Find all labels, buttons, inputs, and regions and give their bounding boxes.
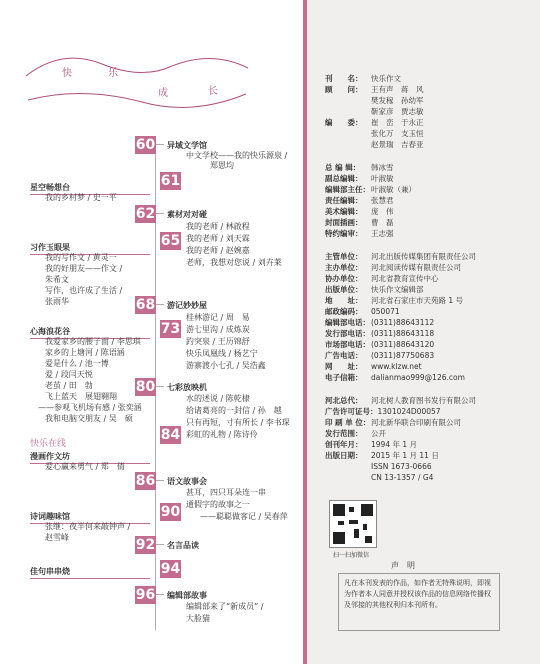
masthead-row: [325, 74, 401, 83]
row-label: 邮政编码：: [325, 307, 363, 316]
page-number: 86: [135, 473, 156, 489]
declaration-title: 声明: [391, 561, 423, 570]
page-number: 65: [160, 233, 181, 249]
article-entry: ——聪聪做客记 / 吴春萍: [200, 512, 288, 521]
row-value: 快乐作文: [371, 74, 401, 83]
page-number: 96: [135, 587, 156, 603]
left-section-title: [30, 566, 150, 579]
row-label: 编辑部主任：: [325, 185, 370, 194]
publisher-row: [325, 307, 400, 316]
timeline-tick: [156, 480, 164, 481]
printing-row: [325, 451, 439, 460]
staff-row: [325, 218, 394, 227]
masthead-char: 乐: [108, 68, 118, 79]
timeline-tick: [156, 544, 164, 545]
qr-caption: 扫一扫加微信: [333, 552, 370, 559]
article-entry: 张继：夜半何来敲钟声 /: [45, 522, 131, 531]
row-value: CN 13-1357 / G4: [371, 473, 434, 482]
printing-row: [325, 407, 441, 416]
left-section-label: 星空畅想台: [30, 183, 70, 192]
row-value: 崔 峦 于永正: [371, 118, 424, 127]
section-title: 语文故事会: [167, 477, 207, 486]
article-entry: 老师，我想对您说 / 刘卉莱: [186, 258, 282, 267]
page-number: 61: [160, 173, 181, 189]
timeline-tick: [156, 213, 164, 214]
printing-row: [325, 429, 386, 438]
printing-row: [325, 396, 476, 405]
row-value: 河北新华联合印刷有限公司: [371, 418, 461, 427]
article-entry: 我的老师 / 林啟程: [186, 222, 250, 231]
row-value: 叶淑敏（兼）: [371, 185, 416, 194]
masthead-char: 快: [62, 68, 72, 79]
section-title: 异域文学馆: [167, 141, 207, 150]
left-section-label: 诗词趣味馆: [30, 512, 70, 521]
row-value: 050071: [371, 307, 400, 316]
row-value: 韩冰雪: [371, 163, 394, 172]
row-label: 刊 名：: [325, 74, 363, 83]
article-entry: 大脸猫: [186, 614, 210, 623]
masthead-row: [325, 129, 424, 138]
article-entry: 写作，也许成了生活 /: [45, 286, 123, 295]
staff-row: [325, 229, 394, 238]
article-entry: 我的写作文 / 黄灵一: [45, 253, 117, 262]
row-value: (0311)87750683: [371, 351, 435, 360]
publisher-row: [325, 285, 424, 294]
page-number: 90: [160, 504, 181, 520]
article-entry: 爱心赢来勇气 / 郑 倩: [45, 462, 125, 471]
article-entry: 张雨华: [45, 297, 69, 306]
row-value: 王志强: [371, 229, 394, 238]
masthead-row: [325, 118, 424, 127]
row-value: 2015 年 1 月 11 日: [371, 451, 439, 460]
masthead-row: [325, 107, 424, 116]
row-value: 河北省石家庄市天苑路 1 号: [371, 296, 464, 305]
section-title: 名言品读: [167, 541, 199, 550]
article-entry: 爱 / 段闫天悦: [45, 370, 93, 379]
row-label: 副总编辑：: [325, 174, 363, 183]
staff-row: [325, 196, 394, 205]
left-section-label: 佳句串串烧: [30, 567, 70, 576]
row-value: ISSN 1673-0666: [371, 462, 432, 471]
row-value: dalianmao999@126.com: [371, 373, 465, 382]
article-entry: 趵突泉 / 王历锦舒: [186, 337, 250, 346]
publisher-row: [325, 274, 439, 283]
article-entry: 快乐凤凰线 / 杨艺宁: [186, 349, 258, 358]
row-value: (0311)88643118: [371, 329, 435, 338]
row-value: www.klzw.net: [371, 362, 422, 371]
page-number: 60: [135, 137, 156, 153]
article-entry: 家乡的上塘河 / 陈语涵: [45, 348, 125, 357]
row-label: 封面插画：: [325, 218, 363, 227]
article-entry: 朱希文: [45, 275, 69, 284]
publisher-row: [325, 373, 465, 382]
publisher-row: [325, 351, 434, 360]
row-label: 电子信箱：: [325, 373, 363, 382]
row-label: 顾 问：: [325, 85, 363, 94]
page-number: 84: [160, 427, 181, 443]
row-value: 王有声 蒋 风: [371, 85, 424, 94]
article-entry: 编辑部来了“新成员” /: [186, 602, 264, 611]
row-value: 1994 年 1 月: [371, 440, 418, 449]
page-number: 92: [135, 537, 156, 553]
masthead-row: [325, 96, 424, 105]
row-label: 出版日期：: [325, 451, 363, 460]
row-label: 美术编辑：: [325, 207, 363, 216]
row-label: 印 刷 单 位：: [325, 418, 371, 427]
row-label: 地 址：: [325, 296, 363, 305]
section-title: 编辑部故事: [167, 591, 207, 600]
timeline-tick: [156, 386, 164, 387]
publisher-row: [325, 318, 434, 327]
printing-row: [325, 462, 432, 471]
row-value: 快乐作文编辑部: [371, 285, 424, 294]
row-label: 河北总代：: [325, 396, 363, 405]
row-label: 创刊年月：: [325, 440, 363, 449]
staff-row: [325, 185, 416, 194]
publisher-row: [325, 296, 463, 305]
publisher-row: [325, 340, 434, 349]
timeline-tick: [156, 144, 164, 145]
article-entry: 我的好朋友——作文 /: [45, 264, 123, 273]
article-entry: 爱是什么 / 池一博: [45, 359, 109, 368]
page-number: 62: [135, 206, 156, 222]
printing-row: [325, 418, 461, 427]
article-entry: 我的老师 / 赵婉嘉: [186, 246, 250, 255]
row-label: 编辑部电话：: [325, 318, 370, 327]
row-label: 出版单位：: [325, 285, 363, 294]
article-entry: 桂林游记 / 周 易: [186, 313, 250, 322]
page-number: 73: [160, 321, 181, 337]
row-value: 靳家彦 贾志敏: [371, 107, 424, 116]
printing-row: [325, 473, 433, 482]
article-entry: 中文学校——我的快乐源泉 /: [186, 151, 288, 160]
staff-row: [325, 174, 394, 183]
pink-section-title: 快乐在线: [30, 439, 67, 449]
article-entry: 给诸葛亮的一封信 / 孙 越: [186, 406, 282, 415]
row-label: 协办单位：: [325, 274, 363, 283]
row-label: 责任编辑：: [325, 196, 363, 205]
article-entry: 郑恩均: [210, 161, 234, 170]
row-value: 樊发稼 孙幼军: [371, 96, 424, 105]
row-label: 主办单位：: [325, 263, 363, 272]
publisher-row: [325, 252, 476, 261]
row-label: 市场部电话：: [325, 340, 370, 349]
row-value: (0311)88643112: [371, 318, 435, 327]
article-entry: 彩虹的礼物 / 陈诗伶: [186, 430, 258, 439]
article-entry: 通假字的故事之一: [186, 500, 250, 509]
article-entry: 只有再短，寸有所长 / 李书琛: [186, 418, 290, 427]
row-value: (0311)88643120: [371, 340, 435, 349]
row-label: 发行范围：: [325, 429, 363, 438]
article-entry: 我爱家乡的腰子面 / 李思琪: [45, 337, 141, 346]
page-number: 68: [135, 297, 156, 313]
left-section-label: 心海浪花谷: [30, 327, 70, 336]
publisher-row: [325, 362, 422, 371]
article-entry: 水的述说 / 陈乾棣: [186, 394, 250, 403]
section-title: 游记妙妙屋: [167, 301, 207, 310]
row-value: 河北省教育宣传中心: [371, 274, 439, 283]
section-title: 素材对对碰: [167, 210, 207, 219]
qr-code: [329, 500, 377, 548]
timeline-tick: [156, 304, 164, 305]
row-label: 总 编 辑：: [325, 163, 361, 172]
article-entry: 游七里沟 / 成炼炭: [186, 325, 250, 334]
article-entry: 我的老师 / 刘天霖: [186, 234, 250, 243]
masthead-row: [325, 140, 424, 149]
row-value: 张化万 支玉恒: [371, 129, 424, 138]
left-section-label: 习作玉眼果: [30, 243, 70, 252]
row-value: 公开: [371, 429, 386, 438]
row-label: 主管单位：: [325, 252, 363, 261]
staff-row: [325, 207, 394, 216]
masthead-arc: [22, 46, 252, 116]
row-value: 河北树人教育图书发行有限公司: [371, 396, 476, 405]
row-value: 河北出版传媒集团有限责任公司: [371, 252, 476, 261]
left-section-label: 漫画作文坊: [30, 452, 70, 461]
page-number: 80: [135, 379, 156, 395]
masthead-char: 长: [208, 86, 218, 97]
printing-row: [325, 440, 417, 449]
masthead-row: [325, 85, 424, 94]
declaration-text: 凡在本刊发表的作品，如作者无特殊说明，即视为作者本人同意并授权该作品的信息网络传播权及邻接的其他权利归本刊所有。: [344, 579, 491, 609]
row-value: 河北阅读传媒有限责任公司: [371, 263, 461, 272]
masthead-char: 成: [158, 88, 168, 99]
article-entry: 赵雪峰: [45, 533, 69, 542]
row-value: 1301024D00057: [377, 407, 441, 416]
row-label: 广告许可证号：: [325, 407, 378, 416]
row-label: 广告电话：: [325, 351, 363, 360]
row-value: 叶淑敏: [371, 174, 394, 183]
row-label: 特约编审：: [325, 229, 363, 238]
article-entry: 甚耳，四只耳朵连一串: [186, 488, 266, 497]
article-entry: 老茧 / 田 勃: [45, 381, 93, 390]
row-value: 曹 磊: [371, 218, 394, 227]
article-entry: 游寨渡小七孔 / 吴浩鑫: [186, 361, 266, 370]
row-value: 张慧君: [371, 196, 394, 205]
section-title: 七彩放映机: [167, 383, 207, 392]
article-entry: 我和电脑交朋友 / 吴 硕: [45, 414, 133, 423]
article-entry: ——参观飞机场有感 / 张奕涵: [38, 403, 142, 412]
row-value: 庞 伟: [371, 207, 394, 216]
row-value: 赵景瑞 吉春亚: [371, 140, 424, 149]
publisher-row: [325, 329, 434, 338]
row-label: 发行部电话：: [325, 329, 370, 338]
publisher-row: [325, 263, 461, 272]
article-entry: 我的乡村梦 / 史一平: [45, 193, 117, 202]
page-number: 94: [160, 561, 181, 577]
article-entry: 飞上蓝天 展翅翱翔: [45, 392, 117, 401]
row-label: 编 委：: [325, 118, 363, 127]
timeline-tick: [156, 594, 164, 595]
row-label: 网 址：: [325, 362, 363, 371]
staff-row: [325, 163, 394, 172]
